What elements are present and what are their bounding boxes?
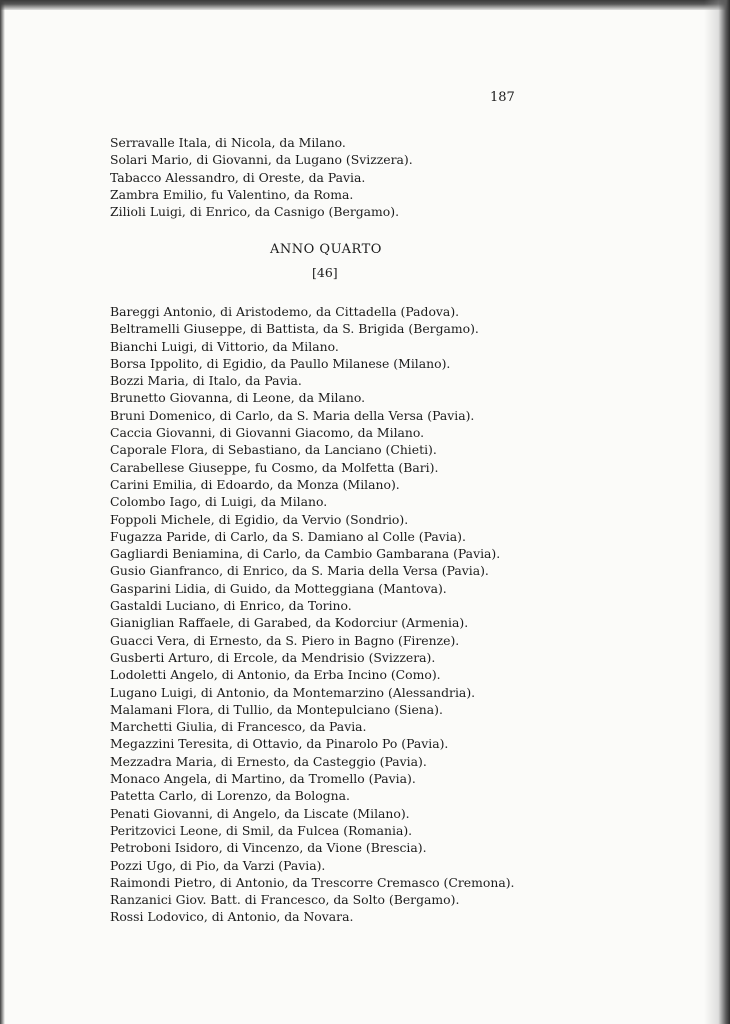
list-item: Pozzi Ugo, di Pio, da Varzi (Pavia). (110, 857, 326, 873)
list-item: Gianiglian Raffaele, di Garabed, da Kodorciur (Armenia). (110, 615, 469, 631)
section-title: ANNO QUARTO (270, 242, 382, 257)
list-item: Marchetti Giulia, di Francesco, da Pavia. (110, 719, 367, 735)
list-item: Carabellese Giuseppe, fu Cosmo, da Molfetta (Bari). (110, 459, 439, 475)
list-item: Monaco Angela, di Martino, da Tromello (Pavia). (110, 771, 416, 787)
list-item: Beltramelli Giuseppe, di Battista, da S. Brigida (Bergamo). (110, 321, 479, 337)
scan-left-edge (0, 0, 5, 1024)
list-item: Gastaldi Luciano, di Enrico, da Torino. (110, 598, 352, 614)
list-item: Zilioli Luigi, di Enrico, da Casnigo (Bergamo). (110, 204, 400, 220)
list-item: Ranzanici Giov. Batt. di Francesco, da Solto (Bergamo). (110, 892, 460, 908)
list-item: Caporale Flora, di Sebastiano, da Lanciano (Chieti). (110, 442, 437, 458)
list-item: Patetta Carlo, di Lorenzo, da Bologna. (110, 788, 350, 804)
list-item: Mezzadra Maria, di Ernesto, da Casteggio (Pavia). (110, 753, 427, 769)
list-item: Malamani Flora, di Tullio, da Montepulciano (Siena). (110, 701, 443, 717)
list-item: Guacci Vera, di Ernesto, da S. Piero in Bagno (Firenze). (110, 632, 460, 648)
list-item: Penati Giovanni, di Angelo, da Liscate (Milano). (110, 805, 410, 821)
list-item: Gusberti Arturo, di Ercole, da Mendrisio (Svizzera). (110, 649, 436, 665)
scan-right-edge (704, 0, 730, 1024)
scan-top-edge (0, 0, 730, 10)
list-item: Gasparini Lidia, di Guido, da Motteggiana (Mantova). (110, 580, 447, 596)
list-item: Caccia Giovanni, di Giovanni Giacomo, da Milano. (110, 425, 425, 441)
list-item: Fugazza Paride, di Carlo, da S. Damiano al Colle (Pavia). (110, 528, 466, 544)
list-item: Rossi Lodovico, di Antonio, da Novara. (110, 909, 354, 925)
page-number: 187 (490, 90, 515, 105)
list-item: Gagliardi Beniamina, di Carlo, da Cambio Gambarana (Pavia). (110, 546, 501, 562)
list-item: Borsa Ippolito, di Egidio, da Paullo Milanese (Milano). (110, 355, 451, 371)
list-item: Brunetto Giovanna, di Leone, da Milano. (110, 390, 366, 406)
list-item: Bruni Domenico, di Carlo, da S. Maria della Versa (Pavia). (110, 407, 475, 423)
list-item: Gusio Gianfranco, di Enrico, da S. Maria della Versa (Pavia). (110, 563, 489, 579)
list-item: Bareggi Antonio, di Aristodemo, da Cittadella (Padova). (110, 304, 460, 319)
list-item: Colombo Iago, di Luigi, da Milano. (110, 494, 328, 510)
list-item: Raimondi Pietro, di Antonio, da Trescorre Cremasco (Cremona). (110, 874, 515, 890)
list-item: Zambra Emilio, fu Valentino, da Roma. (110, 186, 354, 202)
list-item: Bozzi Maria, di Italo, da Pavia. (110, 373, 302, 389)
list-item: Tabacco Alessandro, di Oreste, da Pavia. (110, 169, 366, 185)
list-item: Serravalle Itala, di Nicola, da Milano. (110, 135, 346, 150)
section-count: [46] (312, 265, 338, 280)
list-item: Bianchi Luigi, di Vittorio, da Milano. (110, 338, 339, 354)
list-item: Solari Mario, di Giovanni, da Lugano (Svizzera). (110, 152, 413, 168)
list-item: Lodoletti Angelo, di Antonio, da Erba Incino (Como). (110, 667, 441, 683)
list-item: Megazzini Teresita, di Ottavio, da Pinarolo Po (Pavia). (110, 736, 449, 752)
entry-list (110, 303, 670, 926)
list-item: Carini Emilia, di Edoardo, da Monza (Milano). (110, 476, 400, 492)
list-item: Petroboni Isidoro, di Vincenzo, da Vione (Brescia). (110, 840, 427, 856)
top-entry-list (110, 134, 670, 220)
list-item: Peritzovici Leone, di Smil, da Fulcea (Romania). (110, 822, 413, 838)
list-item: Lugano Luigi, di Antonio, da Montemarzino (Alessandria). (110, 684, 476, 700)
list-item: Foppoli Michele, di Egidio, da Vervio (Sondrio). (110, 511, 409, 527)
